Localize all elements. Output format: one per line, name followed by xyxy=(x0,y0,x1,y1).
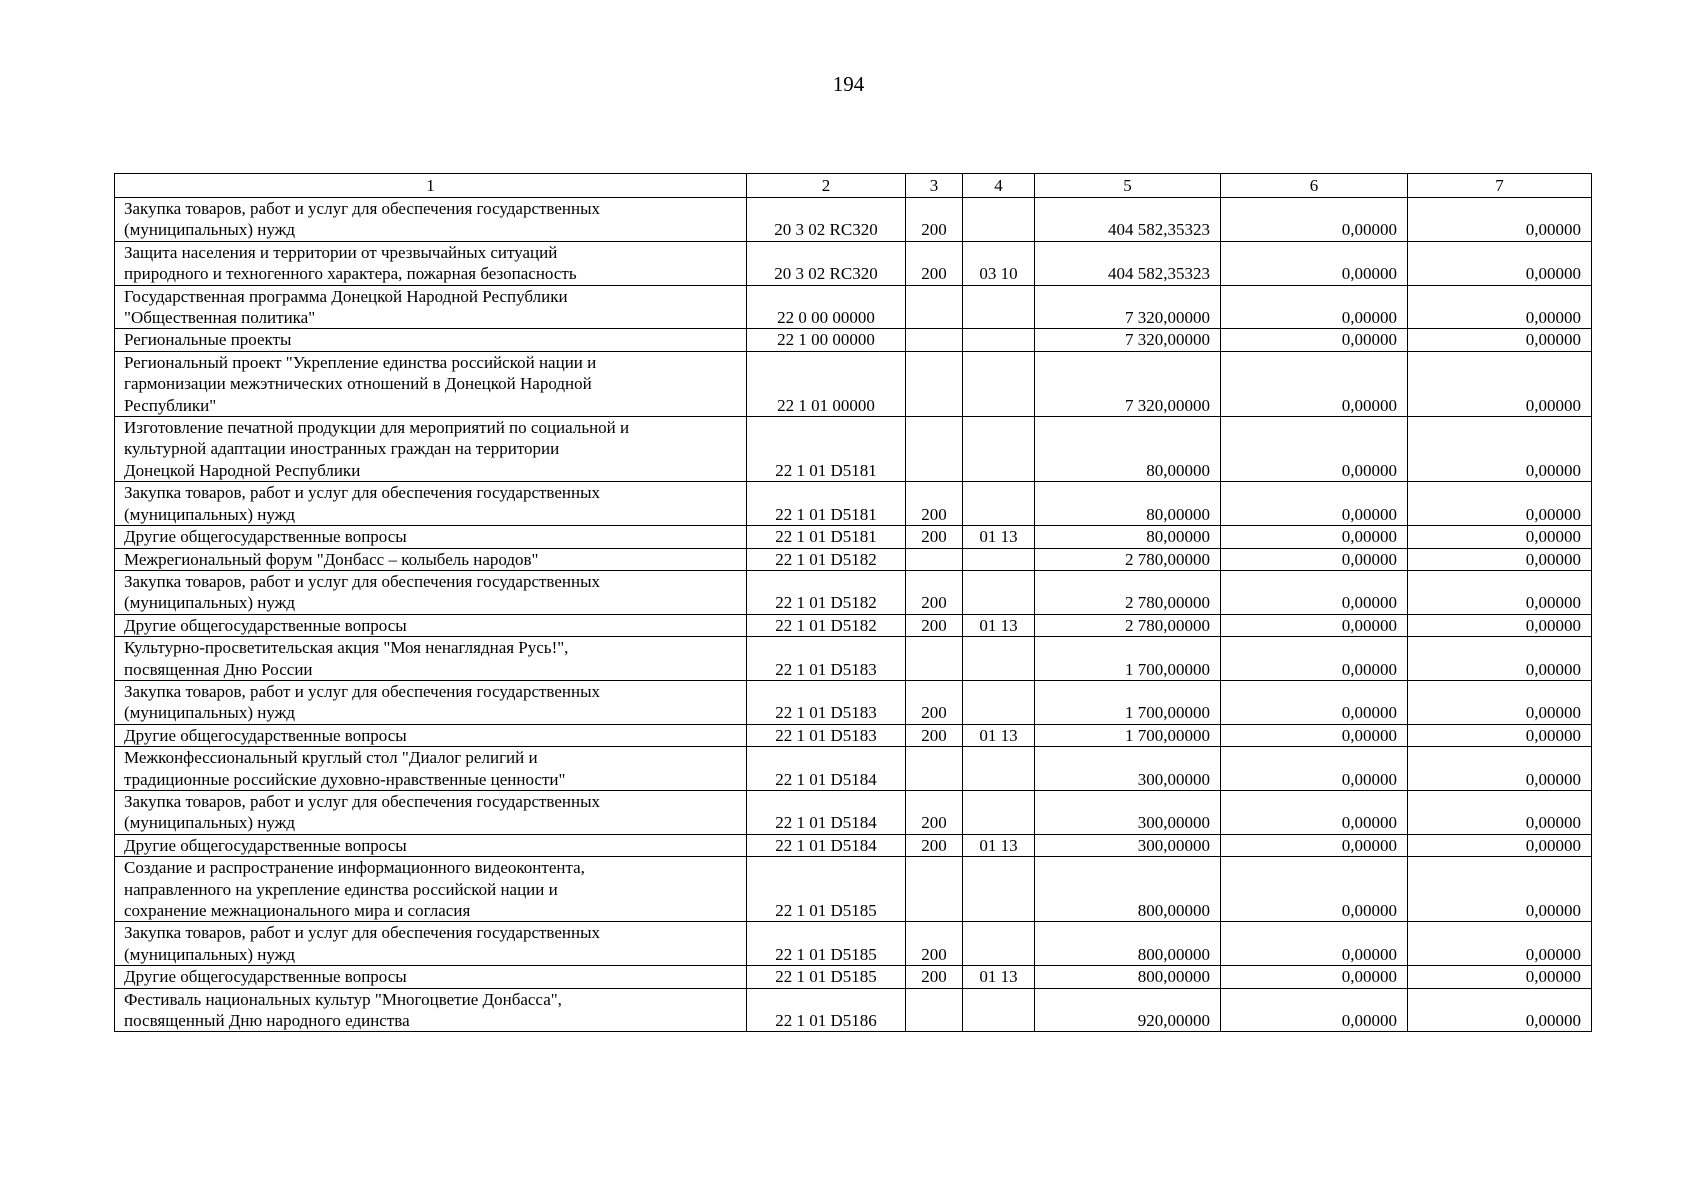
target-article-code-cell: 22 1 01 D5183 xyxy=(747,724,906,746)
expense-type-cell: 200 xyxy=(906,482,963,526)
item-name-cell xyxy=(115,417,747,482)
table-row xyxy=(115,351,1592,416)
item-name-line: (муниципальных) нужд xyxy=(124,220,296,240)
section-subsection-cell xyxy=(963,548,1035,570)
amount-col6-cell: 0,00000 xyxy=(1221,637,1408,681)
amount-col5-cell: 300,00000 xyxy=(1035,747,1221,791)
item-name-line: посвященная Дню России xyxy=(124,659,313,679)
amount-col6-cell: 0,00000 xyxy=(1221,285,1408,329)
item-name-cell xyxy=(115,482,747,526)
target-article-code-cell: 22 1 01 D5183 xyxy=(747,637,906,681)
amount-col5-cell: 7 320,00000 xyxy=(1035,329,1221,351)
item-name-cell xyxy=(115,329,747,351)
section-subsection-cell: 01 13 xyxy=(963,834,1035,856)
amount-col5-cell: 1 700,00000 xyxy=(1035,724,1221,746)
section-subsection-cell: 01 13 xyxy=(963,614,1035,636)
section-subsection-cell xyxy=(963,417,1035,482)
amount-col6-cell: 0,00000 xyxy=(1221,526,1408,548)
amount-col7-cell: 0,00000 xyxy=(1408,966,1592,988)
amount-col5-cell: 404 582,35323 xyxy=(1035,198,1221,242)
target-article-code-cell: 22 1 01 D5184 xyxy=(747,747,906,791)
target-article-code-cell: 22 1 01 D5185 xyxy=(747,922,906,966)
expense-type-cell: 200 xyxy=(906,526,963,548)
amount-col6-cell: 0,00000 xyxy=(1221,329,1408,351)
amount-col7-cell: 0,00000 xyxy=(1408,834,1592,856)
item-name-cell xyxy=(115,922,747,966)
amount-col5-cell: 1 700,00000 xyxy=(1035,637,1221,681)
amount-col6-cell: 0,00000 xyxy=(1221,680,1408,724)
amount-col6-cell: 0,00000 xyxy=(1221,417,1408,482)
column-header-2: 2 xyxy=(747,174,906,198)
amount-col5-cell: 80,00000 xyxy=(1035,482,1221,526)
expense-type-cell: 200 xyxy=(906,834,963,856)
target-article-code-cell: 22 1 01 D5186 xyxy=(747,988,906,1032)
amount-col5-cell: 2 780,00000 xyxy=(1035,614,1221,636)
target-article-code-cell: 22 0 00 00000 xyxy=(747,285,906,329)
target-article-code-cell: 22 1 01 D5182 xyxy=(747,614,906,636)
item-name-line: Межрегиональный форум "Донбасс – колыбель народов" xyxy=(124,549,539,569)
amount-col6-cell: 0,00000 xyxy=(1221,351,1408,416)
amount-col7-cell: 0,00000 xyxy=(1408,198,1592,242)
amount-col5-cell: 2 780,00000 xyxy=(1035,570,1221,614)
target-article-code-cell: 22 1 01 D5182 xyxy=(747,548,906,570)
target-article-code-cell: 22 1 01 D5181 xyxy=(747,526,906,548)
amount-col7-cell: 0,00000 xyxy=(1408,548,1592,570)
column-header-7: 7 xyxy=(1408,174,1592,198)
item-name-line: Культурно-просветительская акция "Моя ненаглядная Русь!", xyxy=(124,638,569,658)
table-row xyxy=(115,526,1592,548)
amount-col5-cell: 800,00000 xyxy=(1035,966,1221,988)
budget-table xyxy=(114,173,1592,1032)
amount-col7-cell: 0,00000 xyxy=(1408,241,1592,285)
item-name-line: Фестиваль национальных культур "Многоцветие Донбасса", xyxy=(124,989,562,1009)
item-name-line: Межконфессиональный круглый стол "Диалог религий и xyxy=(124,748,538,768)
item-name-cell xyxy=(115,857,747,922)
item-name-cell xyxy=(115,988,747,1032)
item-name-line: (муниципальных) нужд xyxy=(124,813,296,833)
expense-type-cell xyxy=(906,548,963,570)
column-header-6: 6 xyxy=(1221,174,1408,198)
expense-type-cell xyxy=(906,988,963,1032)
target-article-code-cell: 22 1 00 00000 xyxy=(747,329,906,351)
item-name-cell xyxy=(115,834,747,856)
item-name-line: Другие общегосударственные вопросы xyxy=(124,835,407,855)
amount-col6-cell: 0,00000 xyxy=(1221,482,1408,526)
amount-col6-cell: 0,00000 xyxy=(1221,241,1408,285)
item-name-line: Региональный проект "Укрепление единства российской нации и xyxy=(124,352,597,372)
item-name-cell xyxy=(115,526,747,548)
amount-col6-cell: 0,00000 xyxy=(1221,922,1408,966)
item-name-line: Закупка товаров, работ и услуг для обеспечения государственных xyxy=(124,199,601,218)
table-row xyxy=(115,482,1592,526)
target-article-code-cell: 22 1 01 D5184 xyxy=(747,790,906,834)
amount-col7-cell: 0,00000 xyxy=(1408,526,1592,548)
amount-col6-cell: 0,00000 xyxy=(1221,548,1408,570)
amount-col6-cell: 0,00000 xyxy=(1221,724,1408,746)
table-row xyxy=(115,285,1592,329)
item-name-cell xyxy=(115,966,747,988)
amount-col6-cell: 0,00000 xyxy=(1221,966,1408,988)
column-header-4: 4 xyxy=(963,174,1035,198)
item-name-line: Региональные проекты xyxy=(124,330,292,350)
amount-col6-cell: 0,00000 xyxy=(1221,614,1408,636)
expense-type-cell xyxy=(906,747,963,791)
target-article-code-cell: 22 1 01 D5184 xyxy=(747,834,906,856)
amount-col7-cell: 0,00000 xyxy=(1408,417,1592,482)
item-name-cell xyxy=(115,351,747,416)
item-name-cell xyxy=(115,747,747,791)
item-name-line: культурной адаптации иностранных граждан на территории xyxy=(124,439,560,459)
table-row xyxy=(115,922,1592,966)
table-row xyxy=(115,966,1592,988)
table-row xyxy=(115,988,1592,1032)
table-row xyxy=(115,241,1592,285)
amount-col7-cell: 0,00000 xyxy=(1408,329,1592,351)
table-row xyxy=(115,834,1592,856)
amount-col5-cell: 80,00000 xyxy=(1035,417,1221,482)
target-article-code-cell: 22 1 01 D5181 xyxy=(747,482,906,526)
item-name-line: (муниципальных) нужд xyxy=(124,944,296,964)
expense-type-cell: 200 xyxy=(906,570,963,614)
item-name-line: Другие общегосударственные вопросы xyxy=(124,967,407,987)
item-name-line: Другие общегосударственные вопросы xyxy=(124,615,407,635)
amount-col5-cell: 80,00000 xyxy=(1035,526,1221,548)
item-name-line: (муниципальных) нужд xyxy=(124,593,296,613)
column-number-header-row xyxy=(115,174,1592,198)
amount-col5-cell: 2 780,00000 xyxy=(1035,548,1221,570)
amount-col7-cell: 0,00000 xyxy=(1408,637,1592,681)
item-name-line: Закупка товаров, работ и услуг для обеспечения государственных xyxy=(124,923,601,943)
target-article-code-cell: 22 1 01 D5181 xyxy=(747,417,906,482)
expense-type-cell: 200 xyxy=(906,922,963,966)
amount-col7-cell: 0,00000 xyxy=(1408,570,1592,614)
item-name-line: Другие общегосударственные вопросы xyxy=(124,725,407,745)
item-name-cell xyxy=(115,614,747,636)
section-subsection-cell xyxy=(963,329,1035,351)
page-number: 194 xyxy=(832,72,865,96)
section-subsection-cell xyxy=(963,637,1035,681)
column-header-1: 1 xyxy=(115,174,747,198)
amount-col5-cell: 800,00000 xyxy=(1035,922,1221,966)
section-subsection-cell xyxy=(963,198,1035,242)
expense-type-cell: 200 xyxy=(906,614,963,636)
section-subsection-cell: 03 10 xyxy=(963,241,1035,285)
expense-type-cell xyxy=(906,637,963,681)
amount-col7-cell: 0,00000 xyxy=(1408,285,1592,329)
item-name-cell xyxy=(115,198,747,242)
expense-type-cell xyxy=(906,329,963,351)
section-subsection-cell xyxy=(963,680,1035,724)
item-name-line: традиционные российские духовно-нравственные ценности" xyxy=(124,769,566,789)
amount-col5-cell: 300,00000 xyxy=(1035,790,1221,834)
amount-col5-cell: 404 582,35323 xyxy=(1035,241,1221,285)
item-name-line: сохранение межнационального мира и согласия xyxy=(124,901,471,920)
item-name-cell xyxy=(115,548,747,570)
item-name-cell xyxy=(115,241,747,285)
table-row xyxy=(115,790,1592,834)
target-article-code-cell: 22 1 01 D5185 xyxy=(747,857,906,922)
target-article-code-cell: 22 1 01 00000 xyxy=(747,351,906,416)
section-subsection-cell xyxy=(963,988,1035,1032)
target-article-code-cell: 20 3 02 RC320 xyxy=(747,198,906,242)
amount-col5-cell: 7 320,00000 xyxy=(1035,351,1221,416)
table-row xyxy=(115,570,1592,614)
amount-col7-cell: 0,00000 xyxy=(1408,482,1592,526)
item-name-cell xyxy=(115,680,747,724)
section-subsection-cell: 01 13 xyxy=(963,966,1035,988)
amount-col7-cell: 0,00000 xyxy=(1408,988,1592,1032)
target-article-code-cell: 20 3 02 RC320 xyxy=(747,241,906,285)
item-name-line: Закупка товаров, работ и услуг для обеспечения государственных xyxy=(124,483,601,503)
expense-type-cell: 200 xyxy=(906,680,963,724)
table-row xyxy=(115,724,1592,746)
table-row xyxy=(115,548,1592,570)
item-name-line: природного и техногенного характера, пожарная безопасность xyxy=(124,264,577,284)
item-name-line: "Общественная политика" xyxy=(124,308,316,328)
target-article-code-cell: 22 1 01 D5182 xyxy=(747,570,906,614)
item-name-line: Другие общегосударственные вопросы xyxy=(124,527,407,547)
item-name-line: Изготовление печатной продукции для мероприятий по социальной и xyxy=(124,418,630,438)
amount-col7-cell: 0,00000 xyxy=(1408,790,1592,834)
item-name-line: Республики" xyxy=(124,395,217,415)
amount-col6-cell: 0,00000 xyxy=(1221,834,1408,856)
amount-col5-cell: 1 700,00000 xyxy=(1035,680,1221,724)
section-subsection-cell: 01 13 xyxy=(963,526,1035,548)
expense-type-cell: 200 xyxy=(906,966,963,988)
item-name-line: Закупка товаров, работ и услуг для обеспечения государственных xyxy=(124,571,601,591)
section-subsection-cell xyxy=(963,482,1035,526)
item-name-line: (муниципальных) нужд xyxy=(124,703,296,723)
item-name-line: (муниципальных) нужд xyxy=(124,504,296,524)
amount-col5-cell: 7 320,00000 xyxy=(1035,285,1221,329)
section-subsection-cell xyxy=(963,922,1035,966)
amount-col6-cell: 0,00000 xyxy=(1221,857,1408,922)
amount-col7-cell: 0,00000 xyxy=(1408,680,1592,724)
section-subsection-cell xyxy=(963,857,1035,922)
table-row xyxy=(115,417,1592,482)
item-name-cell xyxy=(115,637,747,681)
column-header-3: 3 xyxy=(906,174,963,198)
expense-type-cell: 200 xyxy=(906,790,963,834)
amount-col7-cell: 0,00000 xyxy=(1408,724,1592,746)
amount-col6-cell: 0,00000 xyxy=(1221,988,1408,1032)
section-subsection-cell xyxy=(963,747,1035,791)
item-name-line: Донецкой Народной Республики xyxy=(124,460,361,480)
item-name-line: Государственная программа Донецкой Народной Республики xyxy=(124,286,568,306)
amount-col7-cell: 0,00000 xyxy=(1408,857,1592,922)
amount-col5-cell: 300,00000 xyxy=(1035,834,1221,856)
amount-col5-cell: 920,00000 xyxy=(1035,988,1221,1032)
expense-type-cell: 200 xyxy=(906,241,963,285)
table-row xyxy=(115,198,1592,242)
target-article-code-cell: 22 1 01 D5183 xyxy=(747,680,906,724)
expense-type-cell xyxy=(906,857,963,922)
section-subsection-cell xyxy=(963,570,1035,614)
item-name-line: гармонизации межэтнических отношений в Донецкой Народной xyxy=(124,374,592,394)
amount-col6-cell: 0,00000 xyxy=(1221,747,1408,791)
table-row xyxy=(115,747,1592,791)
item-name-line: Создание и распространение информационного видеоконтента, xyxy=(124,858,585,878)
item-name-cell xyxy=(115,285,747,329)
table-row xyxy=(115,857,1592,922)
item-name-line: Закупка товаров, работ и услуг для обеспечения государственных xyxy=(124,681,601,701)
amount-col6-cell: 0,00000 xyxy=(1221,790,1408,834)
expense-type-cell xyxy=(906,417,963,482)
expense-type-cell: 200 xyxy=(906,198,963,242)
amount-col7-cell: 0,00000 xyxy=(1408,614,1592,636)
table-row xyxy=(115,614,1592,636)
amount-col7-cell: 0,00000 xyxy=(1408,351,1592,416)
item-name-line: Защита населения и территории от чрезвычайных ситуаций xyxy=(124,242,558,262)
item-name-line: направленного на укрепление единства российской нации и xyxy=(124,879,558,899)
item-name-line: Закупка товаров, работ и услуг для обеспечения государственных xyxy=(124,791,601,811)
amount-col5-cell: 800,00000 xyxy=(1035,857,1221,922)
table-row xyxy=(115,680,1592,724)
expense-type-cell xyxy=(906,285,963,329)
amount-col7-cell: 0,00000 xyxy=(1408,922,1592,966)
amount-col7-cell: 0,00000 xyxy=(1408,747,1592,791)
table-row xyxy=(115,637,1592,681)
item-name-cell xyxy=(115,570,747,614)
table-row xyxy=(115,329,1592,351)
section-subsection-cell: 01 13 xyxy=(963,724,1035,746)
expense-type-cell: 200 xyxy=(906,724,963,746)
item-name-line: посвященный Дню народного единства xyxy=(124,1011,410,1031)
section-subsection-cell xyxy=(963,790,1035,834)
amount-col6-cell: 0,00000 xyxy=(1221,570,1408,614)
expense-type-cell xyxy=(906,351,963,416)
section-subsection-cell xyxy=(963,285,1035,329)
item-name-cell xyxy=(115,790,747,834)
target-article-code-cell: 22 1 01 D5185 xyxy=(747,966,906,988)
amount-col6-cell: 0,00000 xyxy=(1221,198,1408,242)
item-name-cell xyxy=(115,724,747,746)
section-subsection-cell xyxy=(963,351,1035,416)
column-header-5: 5 xyxy=(1035,174,1221,198)
